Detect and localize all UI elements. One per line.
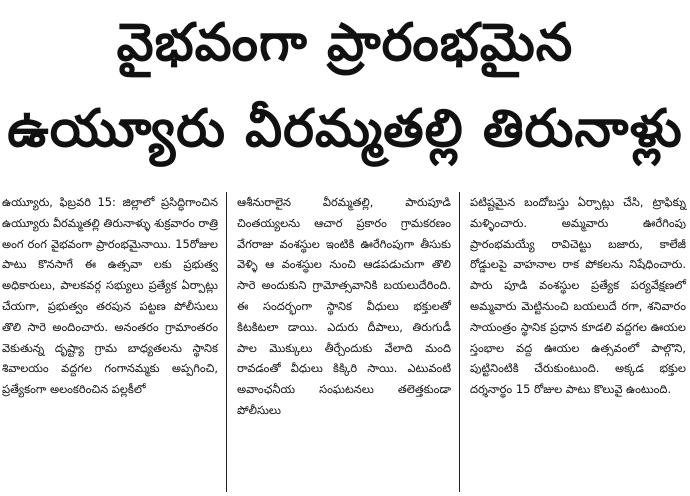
headline-line-1: వైభవంగా ప్రారంభమైన [116, 13, 574, 73]
headline-line-2: ఉయ్యూరు వీరమ్మతల్లి తిరునాళ్లు [7, 99, 683, 159]
article-body [0, 192, 690, 492]
article-column-1: ఉయ్యూరు, ఫిబ్రవరి 15: జిల్లాలో ప్రసిద్ధిగాంచిన ఉయ్యూరు వీరమ్మతల్లి తిరునాళ్ళు శుక్రవారం రాత్రి అంగ రంగ వైభవంగా ప్రారంభమైనాయి. 15రోజుల పాటు కొనసాగే ఈ ఉత్సవా లకు ప్రభుత్వ అధికారులు, పాలకవర్గ సభ్యులు ప్రత్యేక ఏర్పాట్లు చేయగా, ప్రభుత్వం తరపున పట్టణ పోలీసులు తొలి సారె అందించారు. అనంతరం గ్రామాంతరం వెకుతున్న దృష్ట్యా గ్రామ బాధ్యతలను స్థానిక శివాలయం వద్దగల గంగానమ్మకు అప్పగించి, ప్రత్యేకంగా అలంకరించిన పల్లకీలో [2, 195, 218, 397]
article-column-2: ఆశీనురాలైన వీరమ్మతల్లి, పారుపూడి చింతయ్యలను ఆచార ప్రకారం గ్రామకరణం వేగరాజు వంశస్థుల ఇంటికి ఊరేగింపుగా తీసుకు వెళ్ళి ఆ వంశస్థుల నుంచి ఆడపడుచుగా తొలి సారె అందుకుని గ్రామోత్సవానికి బయలుదేరింది. ఈ సందర్భంగా స్థానిక వీధులు భక్తులతో కిటకిటలా డాయి. ఎదురు దీపాలు, తిరుగుడీ పాల మొక్కులు తీర్చేందుకు వేలాది మంది రావడంతో వీధులు కిక్కిరి సాయి. ఎటువంటి అవాంఛనీయ సంఘటనలు తలెత్తకుండా పోలీసులు [226, 192, 459, 492]
article-column-3: పటిష్టమైన బందోబస్తు ఏర్పాట్లు చేసి, ట్రాఫిక్ను మళ్ళించారు. అమ్మవారు ఊరేగింపు ప్రారంభమయ్యే రావిచెట్టు బజారు, కాలేజీ రోడ్డులపై వాహనాల రాక పోకలను నిషేధించారు. పారు పూడి వంశస్థుల ప్రత్యేక పర్యవేక్షణలో అమ్మవారు మెట్టినుంచి బయలుదే రగా, శనివారం సాయంత్రం స్థానిక ప్రధాన కూడలి వద్దగల ఊయల స్తంభాల వద్ద ఊయల ఉత్సవంలో పాల్గొని, పుట్టినింటికి చేరుకుంటుంది. అక్కడ భక్తుల దర్శనార్థం 15 రోజుల పాటు కొలువై ఉంటుంది. [459, 192, 690, 492]
